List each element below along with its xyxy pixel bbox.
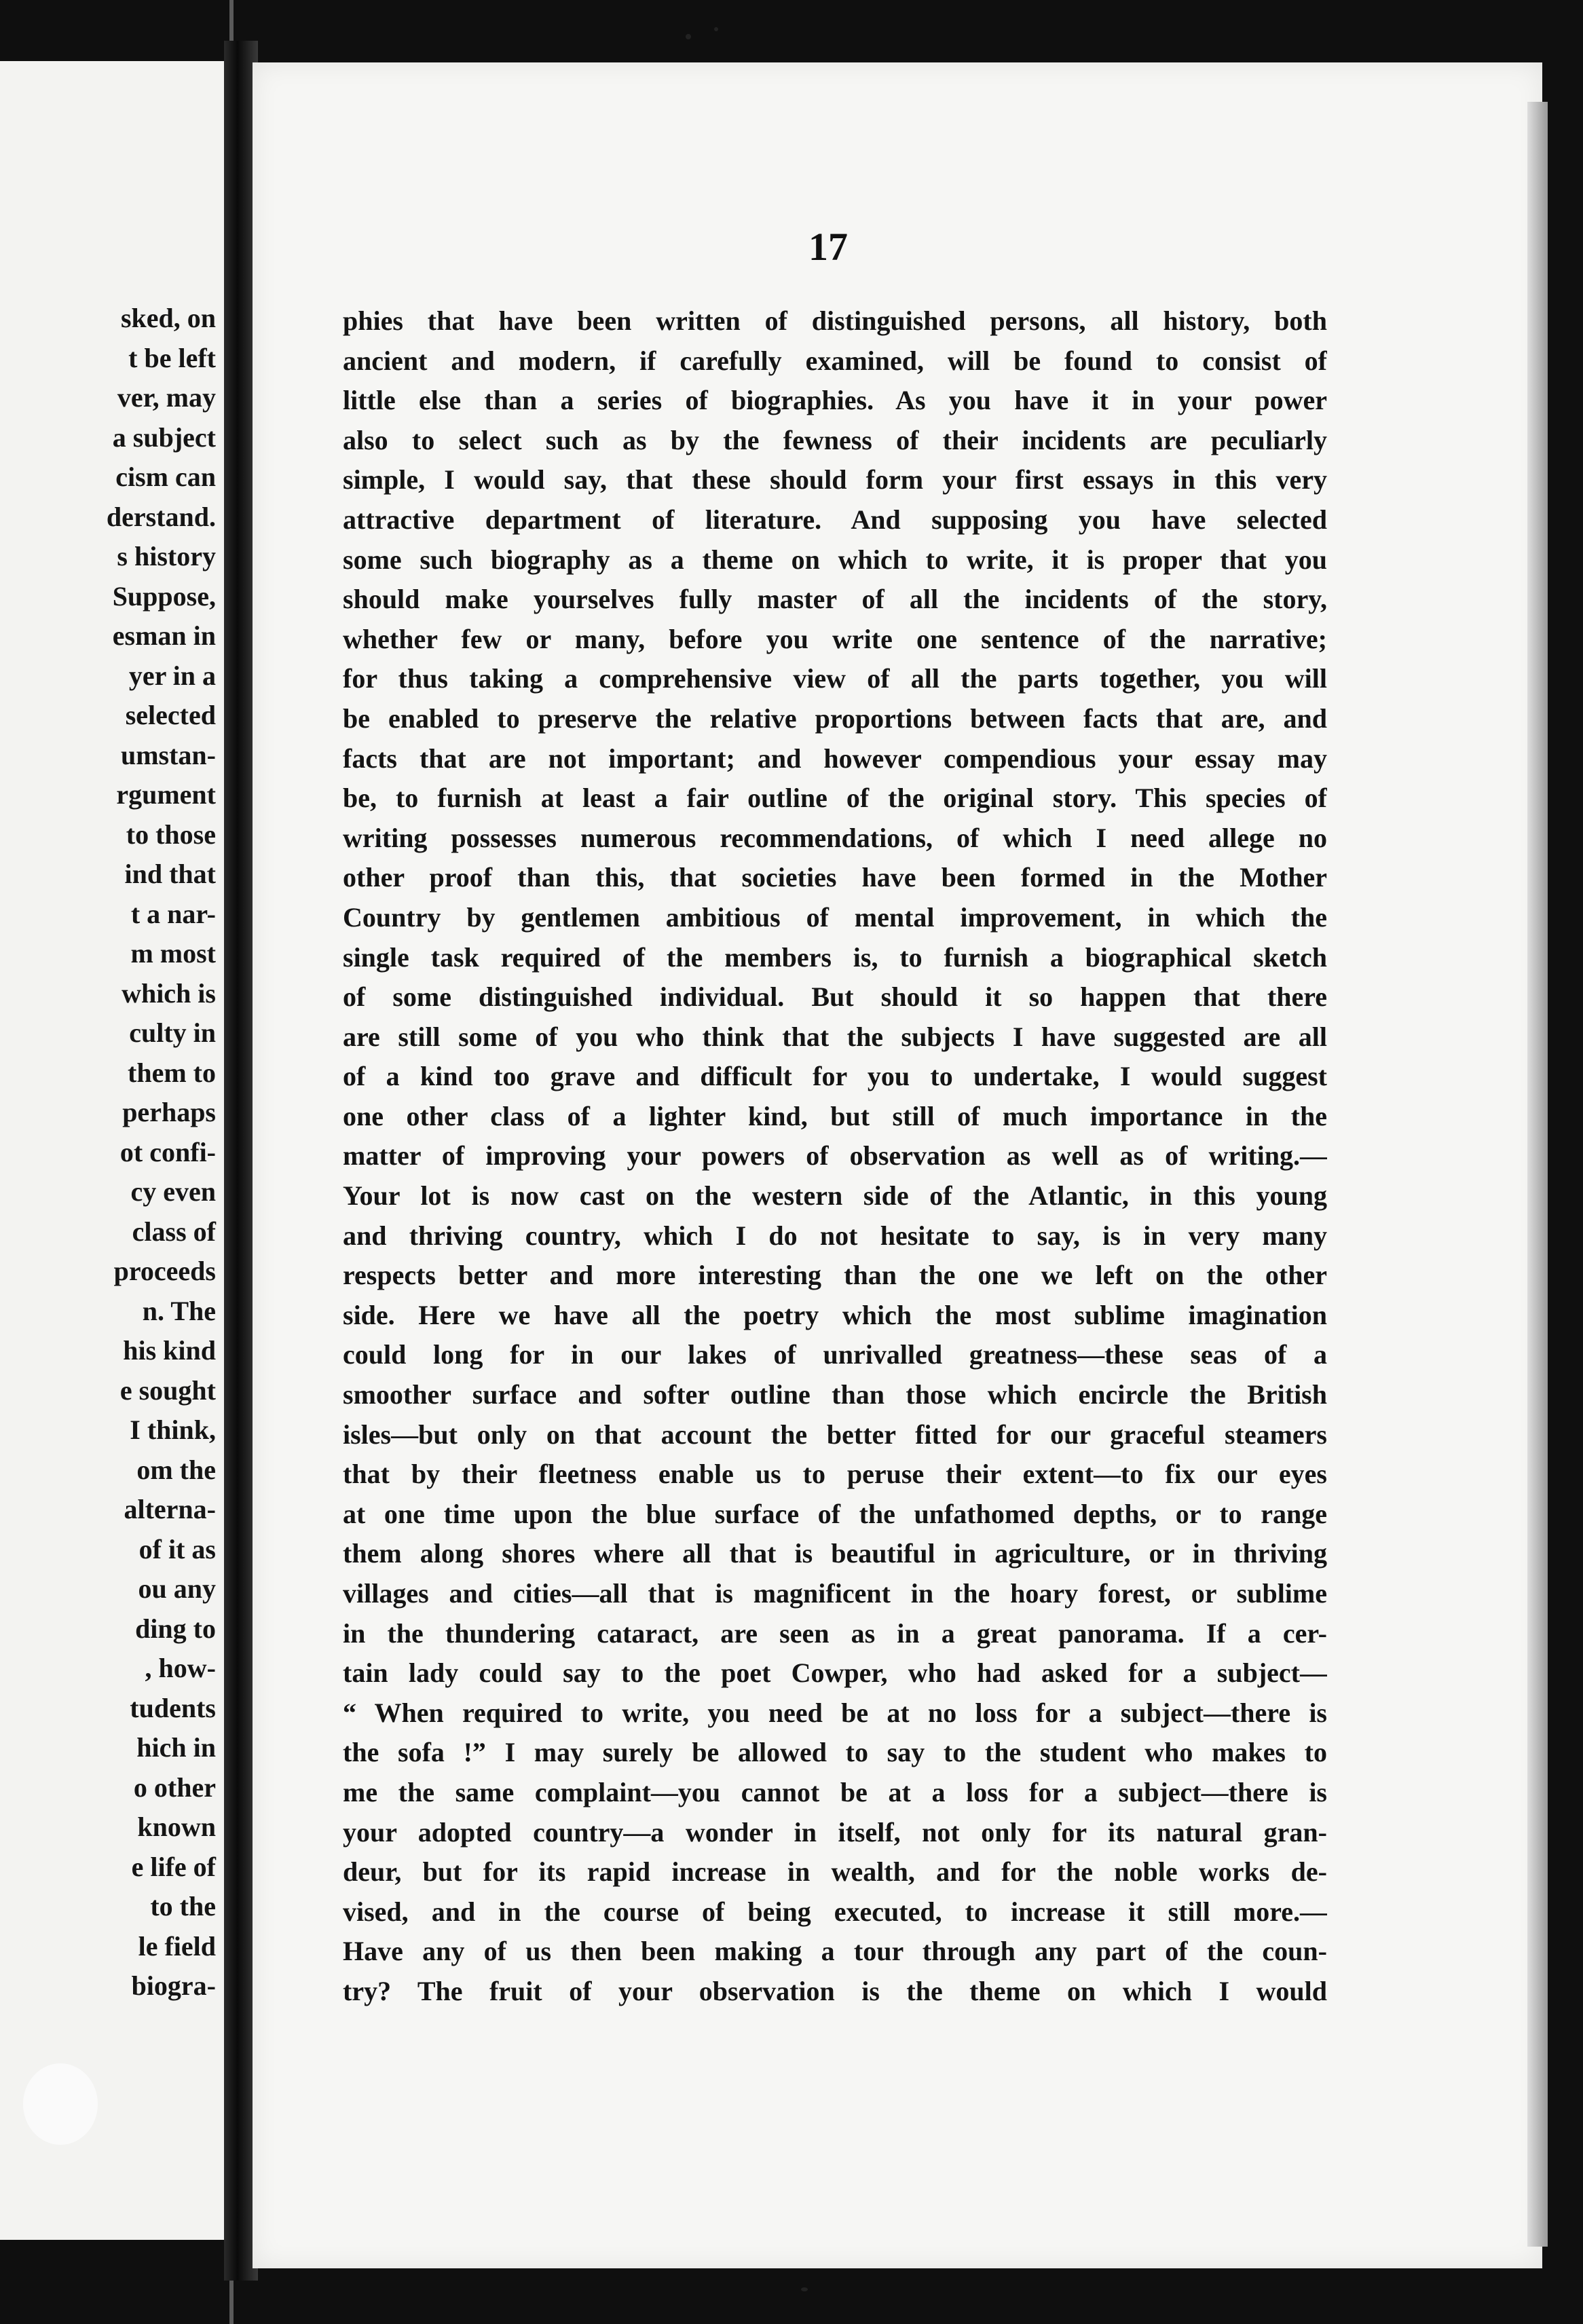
- text-line: little else than a series of biographies. As you have it in your power: [343, 385, 1327, 416]
- previous-page-line: class of: [132, 1216, 216, 1247]
- previous-page-line: known: [137, 1812, 216, 1842]
- previous-page-line: esman in: [112, 620, 216, 651]
- text-line: respects better and more interesting than the one we left on the other: [343, 1260, 1327, 1291]
- previous-page-line: e sought: [119, 1374, 216, 1406]
- text-line: them along shores where all that is beautiful in agriculture, or in thriving: [343, 1538, 1327, 1569]
- previous-page-fragment: [0, 61, 224, 2240]
- text-line: other proof than this, that societies have been formed in the Mother: [343, 862, 1327, 893]
- text-line: vised, and in the course of being executed, to increase it still more.—: [343, 1896, 1327, 1927]
- text-line: of some distinguished individual. But should it so happen that there: [343, 981, 1327, 1013]
- previous-page-line: t a nar-: [130, 898, 216, 929]
- previous-page-line: culty in: [129, 1017, 216, 1048]
- text-line: writing possesses numerous recommendations, of which I need allege no: [343, 822, 1327, 853]
- previous-page-line: hich in: [136, 1732, 216, 1763]
- text-line: at one time upon the blue surface of the unfathomed depths, or to range: [343, 1498, 1327, 1529]
- previous-page-line: ind that: [124, 859, 216, 889]
- text-line: whether few or many, before you write one sentence of the narrative;: [343, 623, 1327, 654]
- previous-page-line: his kind: [123, 1335, 216, 1366]
- text-line: try? The fruit of your observation is the theme on which I would: [343, 1975, 1327, 2006]
- text-line: smoother surface and softer outline than those which encircle the British: [343, 1379, 1327, 1410]
- body-text: [343, 301, 1327, 2012]
- text-line: simple, I would say, that these should form your first essays in this very: [343, 464, 1327, 495]
- previous-page-line: biogra-: [131, 1970, 216, 2001]
- previous-page-line: alterna-: [124, 1494, 216, 1524]
- text-line: of a kind too grave and difficult for you to undertake, I would suggest: [343, 1061, 1327, 1092]
- previous-page-line: I think,: [130, 1414, 216, 1445]
- previous-page-line: o other: [133, 1772, 216, 1803]
- text-line: Have any of us then been making a tour through any part of the coun-: [343, 1936, 1327, 1967]
- page-edge: [1527, 102, 1548, 2247]
- text-line: be enabled to preserve the relative proportions between facts that are, and: [343, 702, 1327, 734]
- text-line: Your lot is now cast on the western side of the Atlantic, in this young: [343, 1180, 1327, 1212]
- previous-page-line: perhaps: [122, 1097, 216, 1127]
- previous-page-line: n. The: [142, 1295, 216, 1326]
- previous-page-line: which is: [122, 977, 216, 1009]
- ink-speck: [801, 2287, 808, 2291]
- previous-page-line: proceeds: [113, 1256, 216, 1286]
- text-line: could long for in our lakes of unrivalled greatness—these seas of a: [343, 1339, 1327, 1370]
- previous-page-line: ot confi-: [119, 1136, 216, 1167]
- text-line: Country by gentlemen ambitious of mental improvement, in which the: [343, 901, 1327, 933]
- text-line: facts that are not important; and however compendious your essay may: [343, 743, 1327, 774]
- text-line: single task required of the members is, to furnish a biographical sketch: [343, 941, 1327, 973]
- text-line: matter of improving your powers of observation as well as of writing.—: [343, 1140, 1327, 1172]
- previous-page-line: ding to: [135, 1613, 216, 1644]
- text-line: phies that have been written of distinguished persons, all history, both: [343, 305, 1327, 336]
- previous-page-line: rgument: [116, 779, 216, 810]
- text-line: the sofa !” I may surely be allowed to say to the student who makes to: [343, 1737, 1327, 1768]
- previous-page-line: le field: [138, 1930, 216, 1962]
- previous-page-line: m most: [130, 938, 216, 969]
- text-line: ancient and modern, if carefully examined, will be found to consist of: [343, 345, 1327, 376]
- text-line: deur, but for its rapid increase in wealth, and for the noble works de-: [343, 1856, 1327, 1888]
- previous-page-line: sked, on: [120, 303, 216, 333]
- page-number: 17: [808, 225, 848, 269]
- previous-page-line: a subject: [112, 421, 216, 453]
- previous-page-line: selected: [125, 700, 216, 730]
- previous-page-line: yer in a: [128, 660, 216, 691]
- text-line: tain lady could say to the poet Cowper, who had asked for a subject—: [343, 1657, 1327, 1689]
- paper-blot: [23, 2063, 98, 2145]
- previous-page-line: , how-: [145, 1653, 216, 1683]
- previous-page-line: Suppose,: [112, 580, 216, 612]
- text-line: and thriving country, which I do not hesitate to say, is in very many: [343, 1220, 1327, 1251]
- text-line: in the thundering cataract, are seen as in a great panorama. If a cer-: [343, 1617, 1327, 1649]
- previous-page-line: to the: [150, 1891, 216, 1922]
- previous-page-line: derstand.: [106, 501, 216, 532]
- text-line: be, to furnish at least a fair outline of the original story. This species of: [343, 783, 1327, 814]
- text-line: for thus taking a comprehensive view of all the parts together, you will: [343, 663, 1327, 694]
- text-line: should make yourselves fully master of all the incidents of the story,: [343, 584, 1327, 615]
- text-line: some such biography as a theme on which to write, it is proper that you: [343, 544, 1327, 575]
- text-line: me the same complaint—you cannot be at a loss for a subject—there is: [343, 1776, 1327, 1807]
- previous-page-line: ou any: [138, 1573, 216, 1604]
- text-line: attractive department of literature. And supposing you have selected: [343, 504, 1327, 535]
- previous-page-line: umstan-: [120, 739, 216, 770]
- text-line: “ When required to write, you need be at no loss for a subject—there is: [343, 1697, 1327, 1728]
- previous-page-line: cism can: [115, 462, 216, 492]
- previous-page-line: to those: [126, 819, 216, 850]
- text-line: isles—but only on that account the better fitted for our graceful steamers: [343, 1419, 1327, 1450]
- previous-page-line: of it as: [138, 1533, 216, 1564]
- text-line: are still some of you who think that the subjects I have suggested are all: [343, 1021, 1327, 1052]
- text-line: side. Here we have all the poetry which the most sublime imagination: [343, 1299, 1327, 1330]
- text-line: villages and cities—all that is magnificent in the hoary forest, or sublime: [343, 1578, 1327, 1609]
- previous-page-text: [0, 299, 216, 2006]
- text-line: your adopted country—a wonder in itself, not only for its natural gran-: [343, 1816, 1327, 1848]
- previous-page-line: e life of: [131, 1851, 216, 1882]
- text-line: that by their fleetness enable us to peruse their extent—to fix our eyes: [343, 1459, 1327, 1490]
- previous-page-line: om the: [136, 1454, 216, 1485]
- previous-page-line: s history: [117, 541, 216, 571]
- previous-page-line: tudents: [130, 1692, 216, 1723]
- previous-page-line: ver, may: [117, 382, 216, 413]
- text-line: one other class of a lighter kind, but still of much importance in the: [343, 1100, 1327, 1131]
- previous-page-line: cy even: [130, 1176, 216, 1207]
- previous-page-line: them to: [128, 1057, 216, 1088]
- previous-page-line: t be left: [128, 342, 216, 373]
- ink-speck: [686, 34, 691, 39]
- ink-speck: [714, 27, 718, 31]
- text-line: also to select such as by the fewness of their incidents are peculiarly: [343, 424, 1327, 455]
